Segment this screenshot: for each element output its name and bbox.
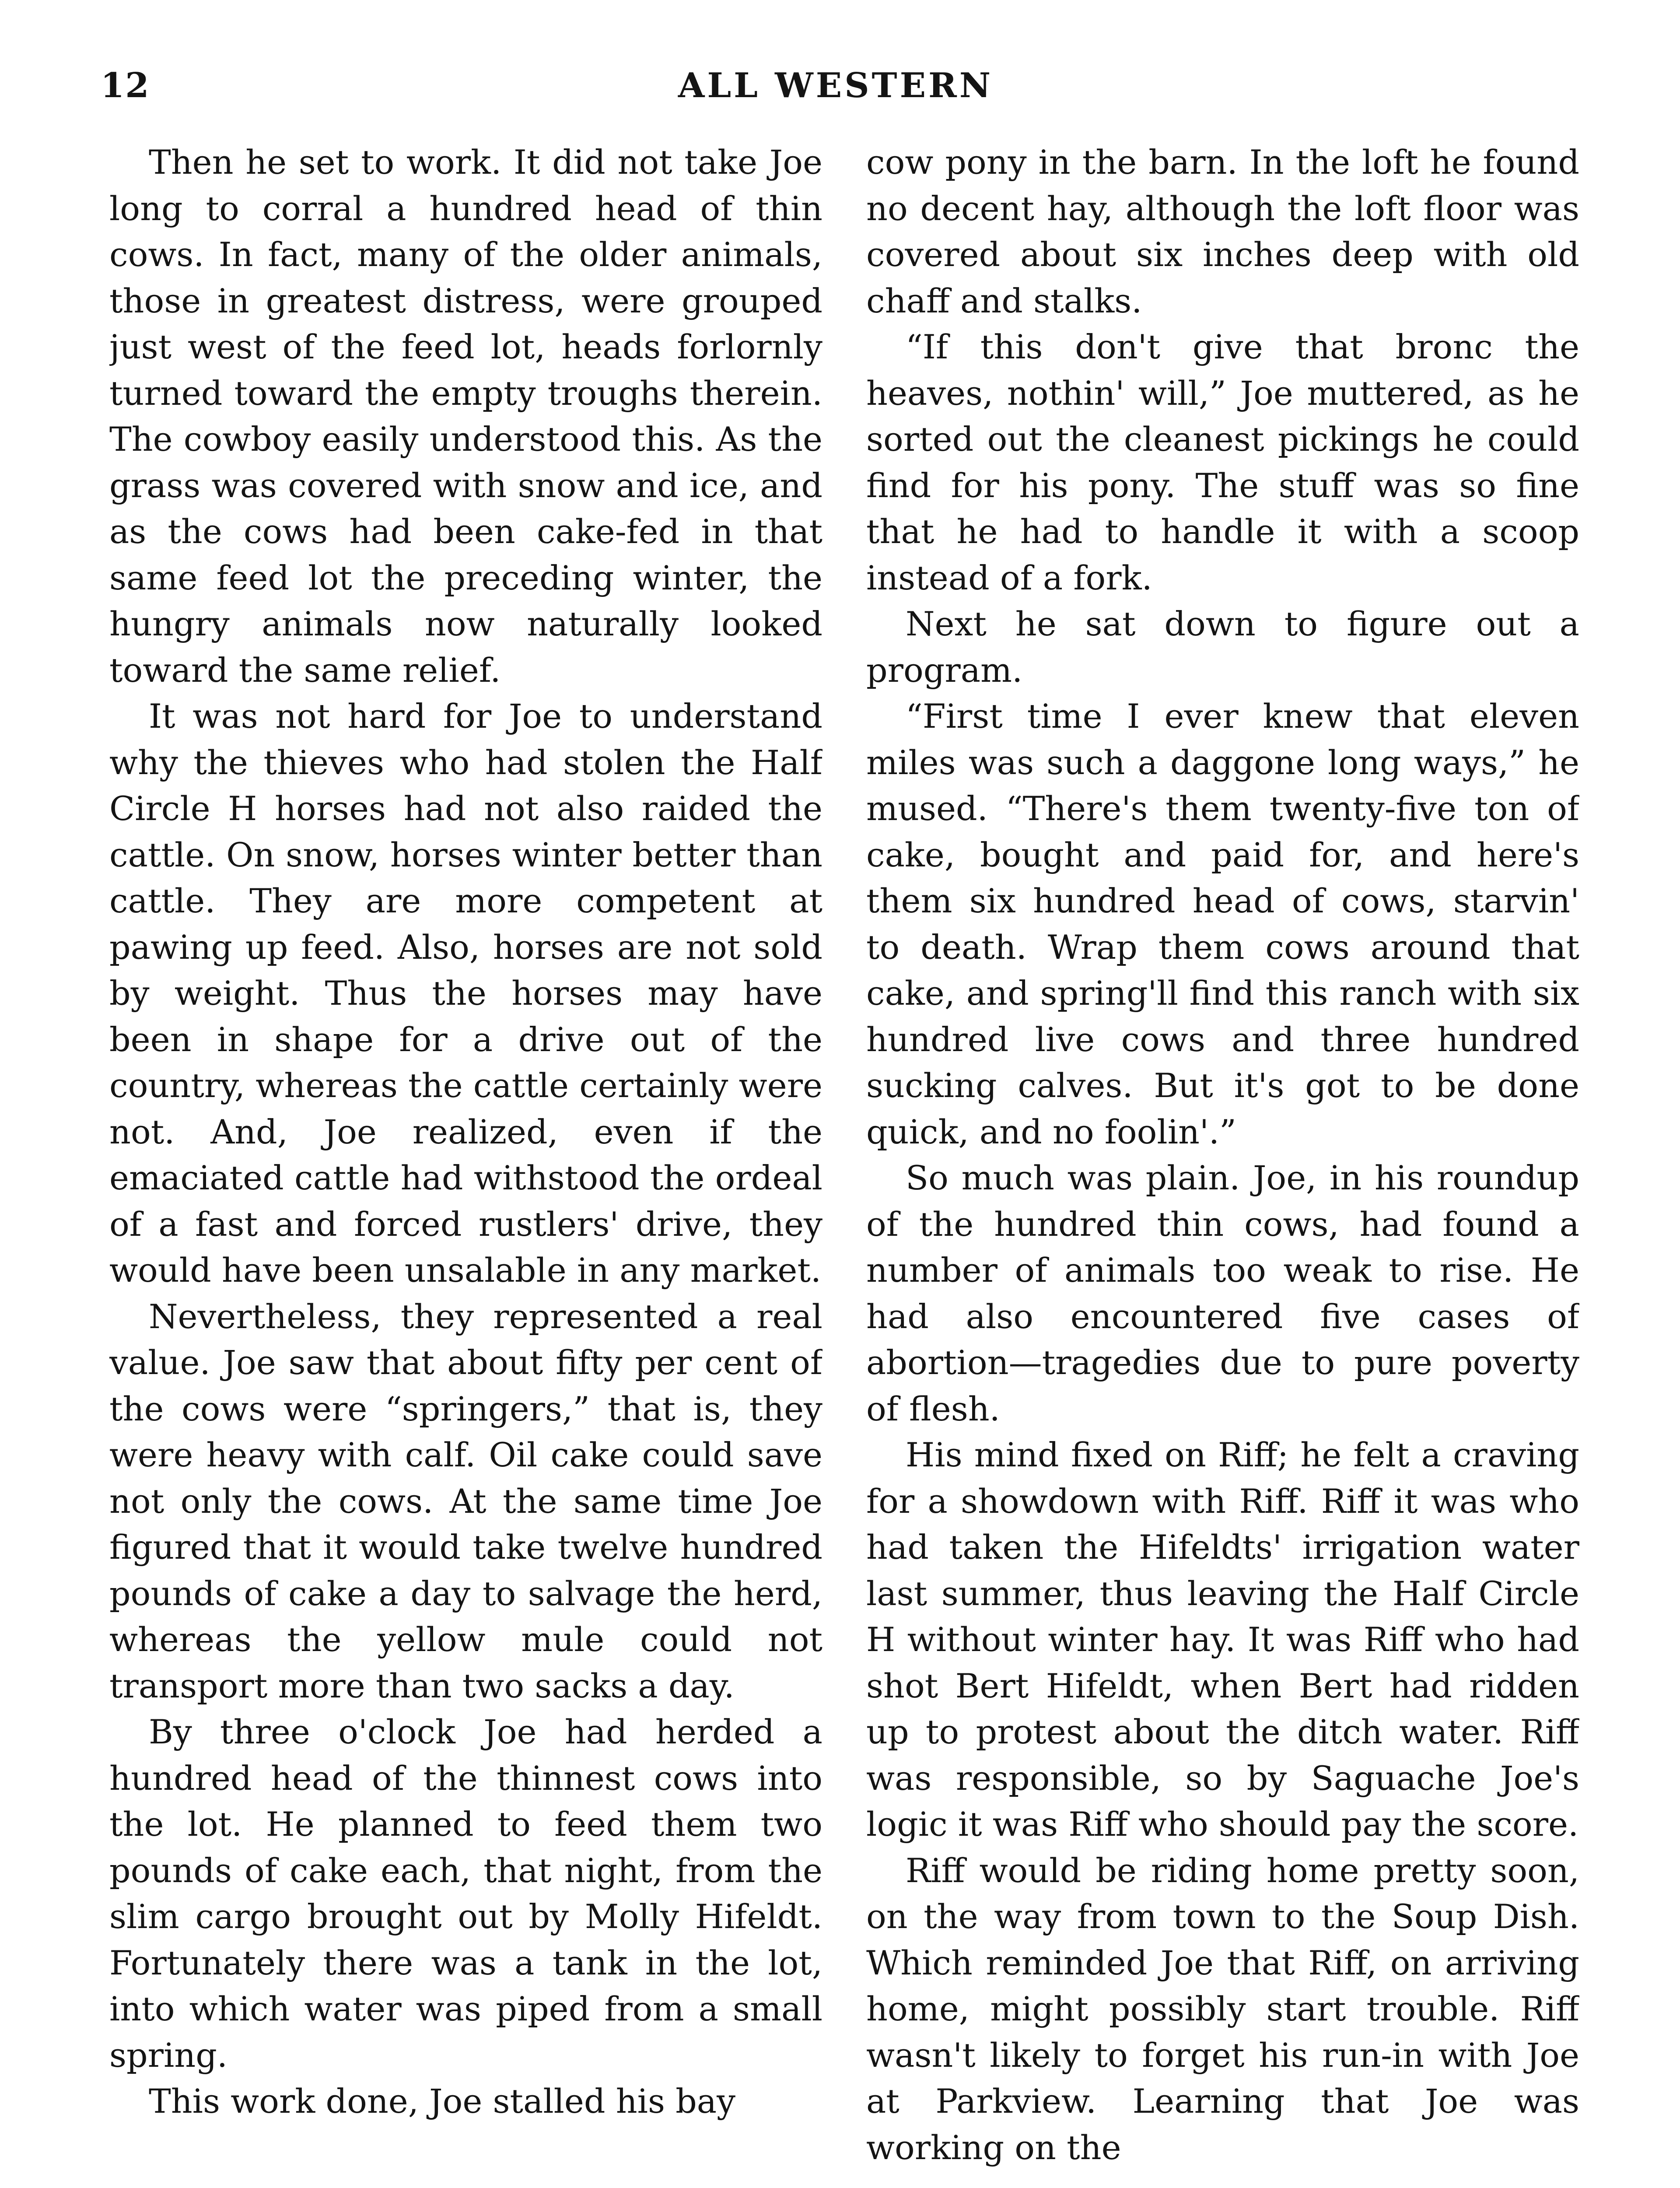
paragraph: “First time I ever knew that eleven miles was such a daggone long ways,” he mused. “There's them twenty-five ton of cake, bought and paid for, and here's them six hundred head of cows, starvin' to death. Wrap them cows around that cake, and spring'll find this ranch with six hundred live cows and three hundred sucking calves. But it's got to be done quick, and no foolin'.” [866,697,1579,1151]
paragraph: Then he set to work. It did not take Joe long to corral a hundred head of thin cows. In fact, many of the older animals, those in greatest distress, were grouped just west of the feed lot, heads forlornly turned toward the empty troughs therein. The cowboy easily understood this. As the grass was covered with snow and ice, and as the cows had been cake-fed in that same feed lot the preceding winter, the hungry animals now naturally looked toward the same relief. [109,143,822,690]
paragraph: It was not hard for Joe to understand why the thieves who had stolen the Half Circle H horses had not also raided the cattle. On snow, horses winter better than cattle. They are more competent at pawing up feed. Also, horses are not sold by weight. Thus the horses may have been in shape for a drive out of the country, whereas the cattle certainly were not. And, Joe realized, even if the emaciated cattle had withstood the ordeal of a fast and forced rustlers' drive, they would have been unsalable in any market. [109,697,822,1290]
paragraph: Riff would be riding home pretty soon, on the way from town to the Soup Dish. Which reminded Joe that Riff, on arriving home, might possibly start trouble. Riff wasn't likely to forget his run-in with Joe at Parkview. Learning that Joe was working on the [866,1851,1579,2167]
paragraph: His mind fixed on Riff; he felt a craving for a showdown with Riff. Riff it was who had taken the Hifeldts' irrigation water last summer, thus leaving the Half Circle H without winter hay. It was Riff who had shot Bert Hifeldt, when Bert had ridden up to protest about the ditch water. Riff was responsible, so by Saguache Joe's logic it was Riff who should pay the score. [866,1435,1579,1844]
paragraph: Next he sat down to figure out a program. [866,604,1579,690]
paragraph-continuation: cow pony in the barn. In the loft he found no decent hay, although the loft floor was covered about six inches deep with old chaff and stalks. [866,143,1579,320]
paragraph: So much was plain. Joe, in his roundup of the hundred thin cows, had found a number of animals too weak to rise. He had also encountered five cases of abortion—tragedies due to pure poverty of flesh. [866,1158,1579,1428]
paragraph: This work done, Joe stalled his bay [149,2082,736,2121]
paragraph: “If this don't give that bronc the heaves, nothin' will,” Joe muttered, as he sorted out the cleanest pickings he could find for his pony. The stuff was so fine that he had to handle it with a scoop instead of a fork. [866,327,1579,597]
running-title: ALL WESTERN [678,66,994,105]
paragraph: Nevertheless, they represented a real value. Joe saw that about fifty per cent of the cows were “springers,” that is, they were heavy with calf. Oil cake could save not only the cows. At the same time Joe figured that it would take twelve hundred pounds of cake a day to salvage the herd, whereas the yellow mule could not transport more than two sacks a day. [109,1297,822,1705]
paragraph: By three o'clock Joe had herded a hundred head of the thinnest cows into the lot. He planned to feed them two pounds of cake each, that night, from the slim cargo brought out by Molly Hifeldt. Fortunately there was a tank in the lot, into which water was piped from a small spring. [109,1712,822,2075]
page-header [101,66,1571,114]
page-number: 12 [101,66,150,105]
right-text-column [866,139,1579,2188]
left-text-column [109,139,822,2188]
